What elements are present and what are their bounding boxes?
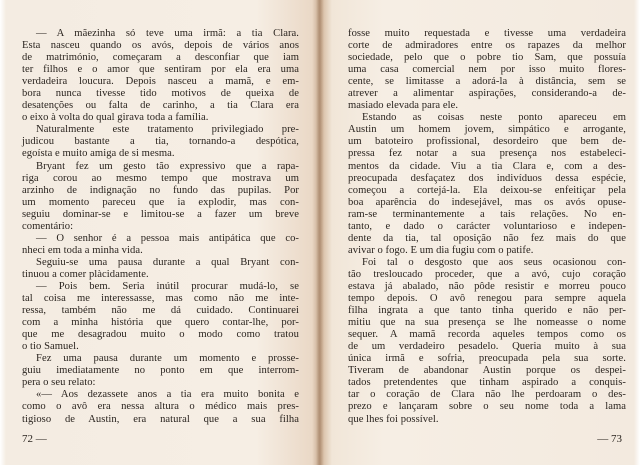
text-line: corte de admiradores entre os rapazes da melhor [348, 40, 626, 52]
text-line: sequer. A mamã recorda aqueles tempos como os [348, 329, 626, 341]
text-line: um batoteiro profissional, desordeiro que bem de- [348, 136, 626, 148]
left-page-text [22, 28, 299, 426]
right-page-number: — 73 [597, 433, 622, 445]
text-line: bora nunca tivesse tido motivos de queixa de [22, 88, 299, 100]
text-line: começou a cortejá-la. Ela deixou-se enfeitiçar pela [348, 184, 626, 196]
text-line: mitiu que na sua presença se lhe nomeasse o nome [348, 317, 626, 329]
text-line: filha ingrata a que tanto tinha querido e não per- [348, 305, 626, 317]
text-line: Esta nasceu quando os avós, depois de vários anos [22, 40, 299, 52]
text-line: uma casa comercial nem por isso muito flores- [348, 64, 626, 76]
text-line: atrever a alimentar aspirações, considerando-a de- [348, 88, 626, 100]
text-line: sociedade, pelo que o pobre tio Sam, que possuía [348, 52, 626, 64]
text-line: Bryant fez um gesto tão expressivo que a rapa- [36, 160, 299, 172]
text-line: como o avô era nessa altura o médico mais pres- [22, 401, 299, 413]
text-line: verdadeira loucura. Depois nasceu a mamã, e em- [22, 76, 299, 88]
text-line: — O senhor é a pessoa mais antipática que co- [36, 232, 299, 244]
text-line: ter filhos e o amor que sentiram por ela era uma [22, 64, 299, 76]
text-line: egoísta e muito amiga de si mesma. [22, 148, 175, 160]
text-line: que lhes foi possível. [348, 413, 439, 425]
text-line: de um verdadeiro pesadelo. Queria muito à sua [348, 341, 626, 353]
text-line: pressa fez notar a sua presença nos estabeleci- [348, 148, 626, 160]
text-line: comentário: [22, 220, 74, 232]
text-line: masiado elevada para ele. [348, 100, 459, 112]
left-page [0, 0, 318, 465]
text-line: — Pois bem. Seria inútil procurar mudá-lo, se [36, 280, 299, 292]
text-line: seguiu dominar-se e limitou-se a fazer um breve [22, 208, 299, 220]
text-line: um momento pareceu que ia explodir, mas con- [22, 196, 299, 208]
text-line: avivar o fogo. E um dia fugiu com o patife. [348, 244, 534, 256]
text-line: ressa, também não me dá cuidado. Continuarei [22, 305, 299, 317]
left-page-number: 72 — [22, 433, 47, 445]
text-line: o eixo à volta do qual girava toda a família. [22, 112, 209, 124]
text-line: Naturalmente este tratamento privilegiado pre- [36, 124, 299, 136]
text-line: Foi tal o desgosto que aos seus ocasionou con- [362, 256, 626, 268]
text-line: tempo depois. O avô renegou para sempre aquela [348, 293, 626, 305]
text-line: boa aparência do indesejável, mas os avós opuse- [348, 196, 626, 208]
text-line: tigioso de Austin, era natural que a sua filha [22, 413, 299, 425]
text-line: o tio Samuel. [22, 341, 79, 353]
text-line: tinuou a comer plàcidamente. [22, 268, 149, 280]
text-line: nheci em toda a minha vida. [22, 244, 143, 256]
text-line: tados pretendentes que tinham aspirado a conquis- [348, 377, 626, 389]
text-line: tão tresloucado proceder, que a avó, cujo coração [348, 268, 626, 280]
right-page [322, 0, 640, 465]
text-line: arzinho de indignação no fundo das pupilas. Por [22, 184, 299, 196]
text-line: Austin um homem jovem, simpático e arrogante, [348, 124, 626, 136]
text-line: mentos da cidade. Viu a tia Clara e, com a des- [348, 160, 626, 172]
text-line: de matrimónio, começaram a desconfiar que iam [22, 52, 299, 64]
text-line: com a minha história que quero contar-lhe, por- [22, 317, 299, 329]
text-line: Tiveram de abandonar Austin porque os despei- [348, 365, 626, 377]
text-line: Estando as coisas neste ponto apareceu em [362, 112, 626, 124]
text-line: guiu imediatamente no ponto em que interrom- [22, 365, 299, 377]
text-line: pera o seu relato: [22, 377, 96, 389]
text-line: tar o coração de Clara não lhe perdoaram o des- [348, 389, 626, 401]
text-line: preocupada desfaçatez dos indivíduos dessa espécie, [348, 172, 626, 184]
text-line: que me desagradou muito o modo como tratou [22, 329, 299, 341]
text-line: desatenções ou falta de carinho, a tia Clara era [22, 100, 299, 112]
text-line: — A mãezinha só teve uma irmã: a tia Clara. [36, 28, 299, 39]
text-line: dente da tia, tal oposição não fez mais do que [348, 232, 626, 244]
text-line: prezo e lançaram sobre o seu nome toda a lama [348, 401, 626, 413]
text-line: «— Aos dezassete anos a tia era muito bonita e [36, 389, 299, 401]
text-line: estava já abalado, não pôde resistir e morreu pouco [348, 280, 626, 292]
text-line: Fez uma pausa durante um momento e prosse- [36, 353, 299, 365]
text-line: judicou bastante a tia, tornando-a despótica, [22, 136, 299, 148]
text-line: fosse muito requestada e tivesse uma verdadeira [348, 28, 626, 39]
text-line: ram-se terminantemente a tais relações. No en- [348, 208, 626, 220]
text-line: tanto, e dado o carácter voluntarioso e indepen- [348, 220, 626, 232]
right-page-text [348, 28, 626, 426]
text-line: Seguiu-se uma pausa durante a qual Bryant con- [36, 256, 299, 268]
text-line: cente, se limitasse a adorá-la à distância, sem se [348, 76, 626, 88]
text-line: única irmã e sofria, preocupada pela sua sorte. [348, 353, 626, 365]
text-line: tal coisa me interessasse, mas como não me inte- [22, 293, 299, 305]
text-line: riga corou ao mesmo tempo que mostrava um [22, 172, 299, 184]
